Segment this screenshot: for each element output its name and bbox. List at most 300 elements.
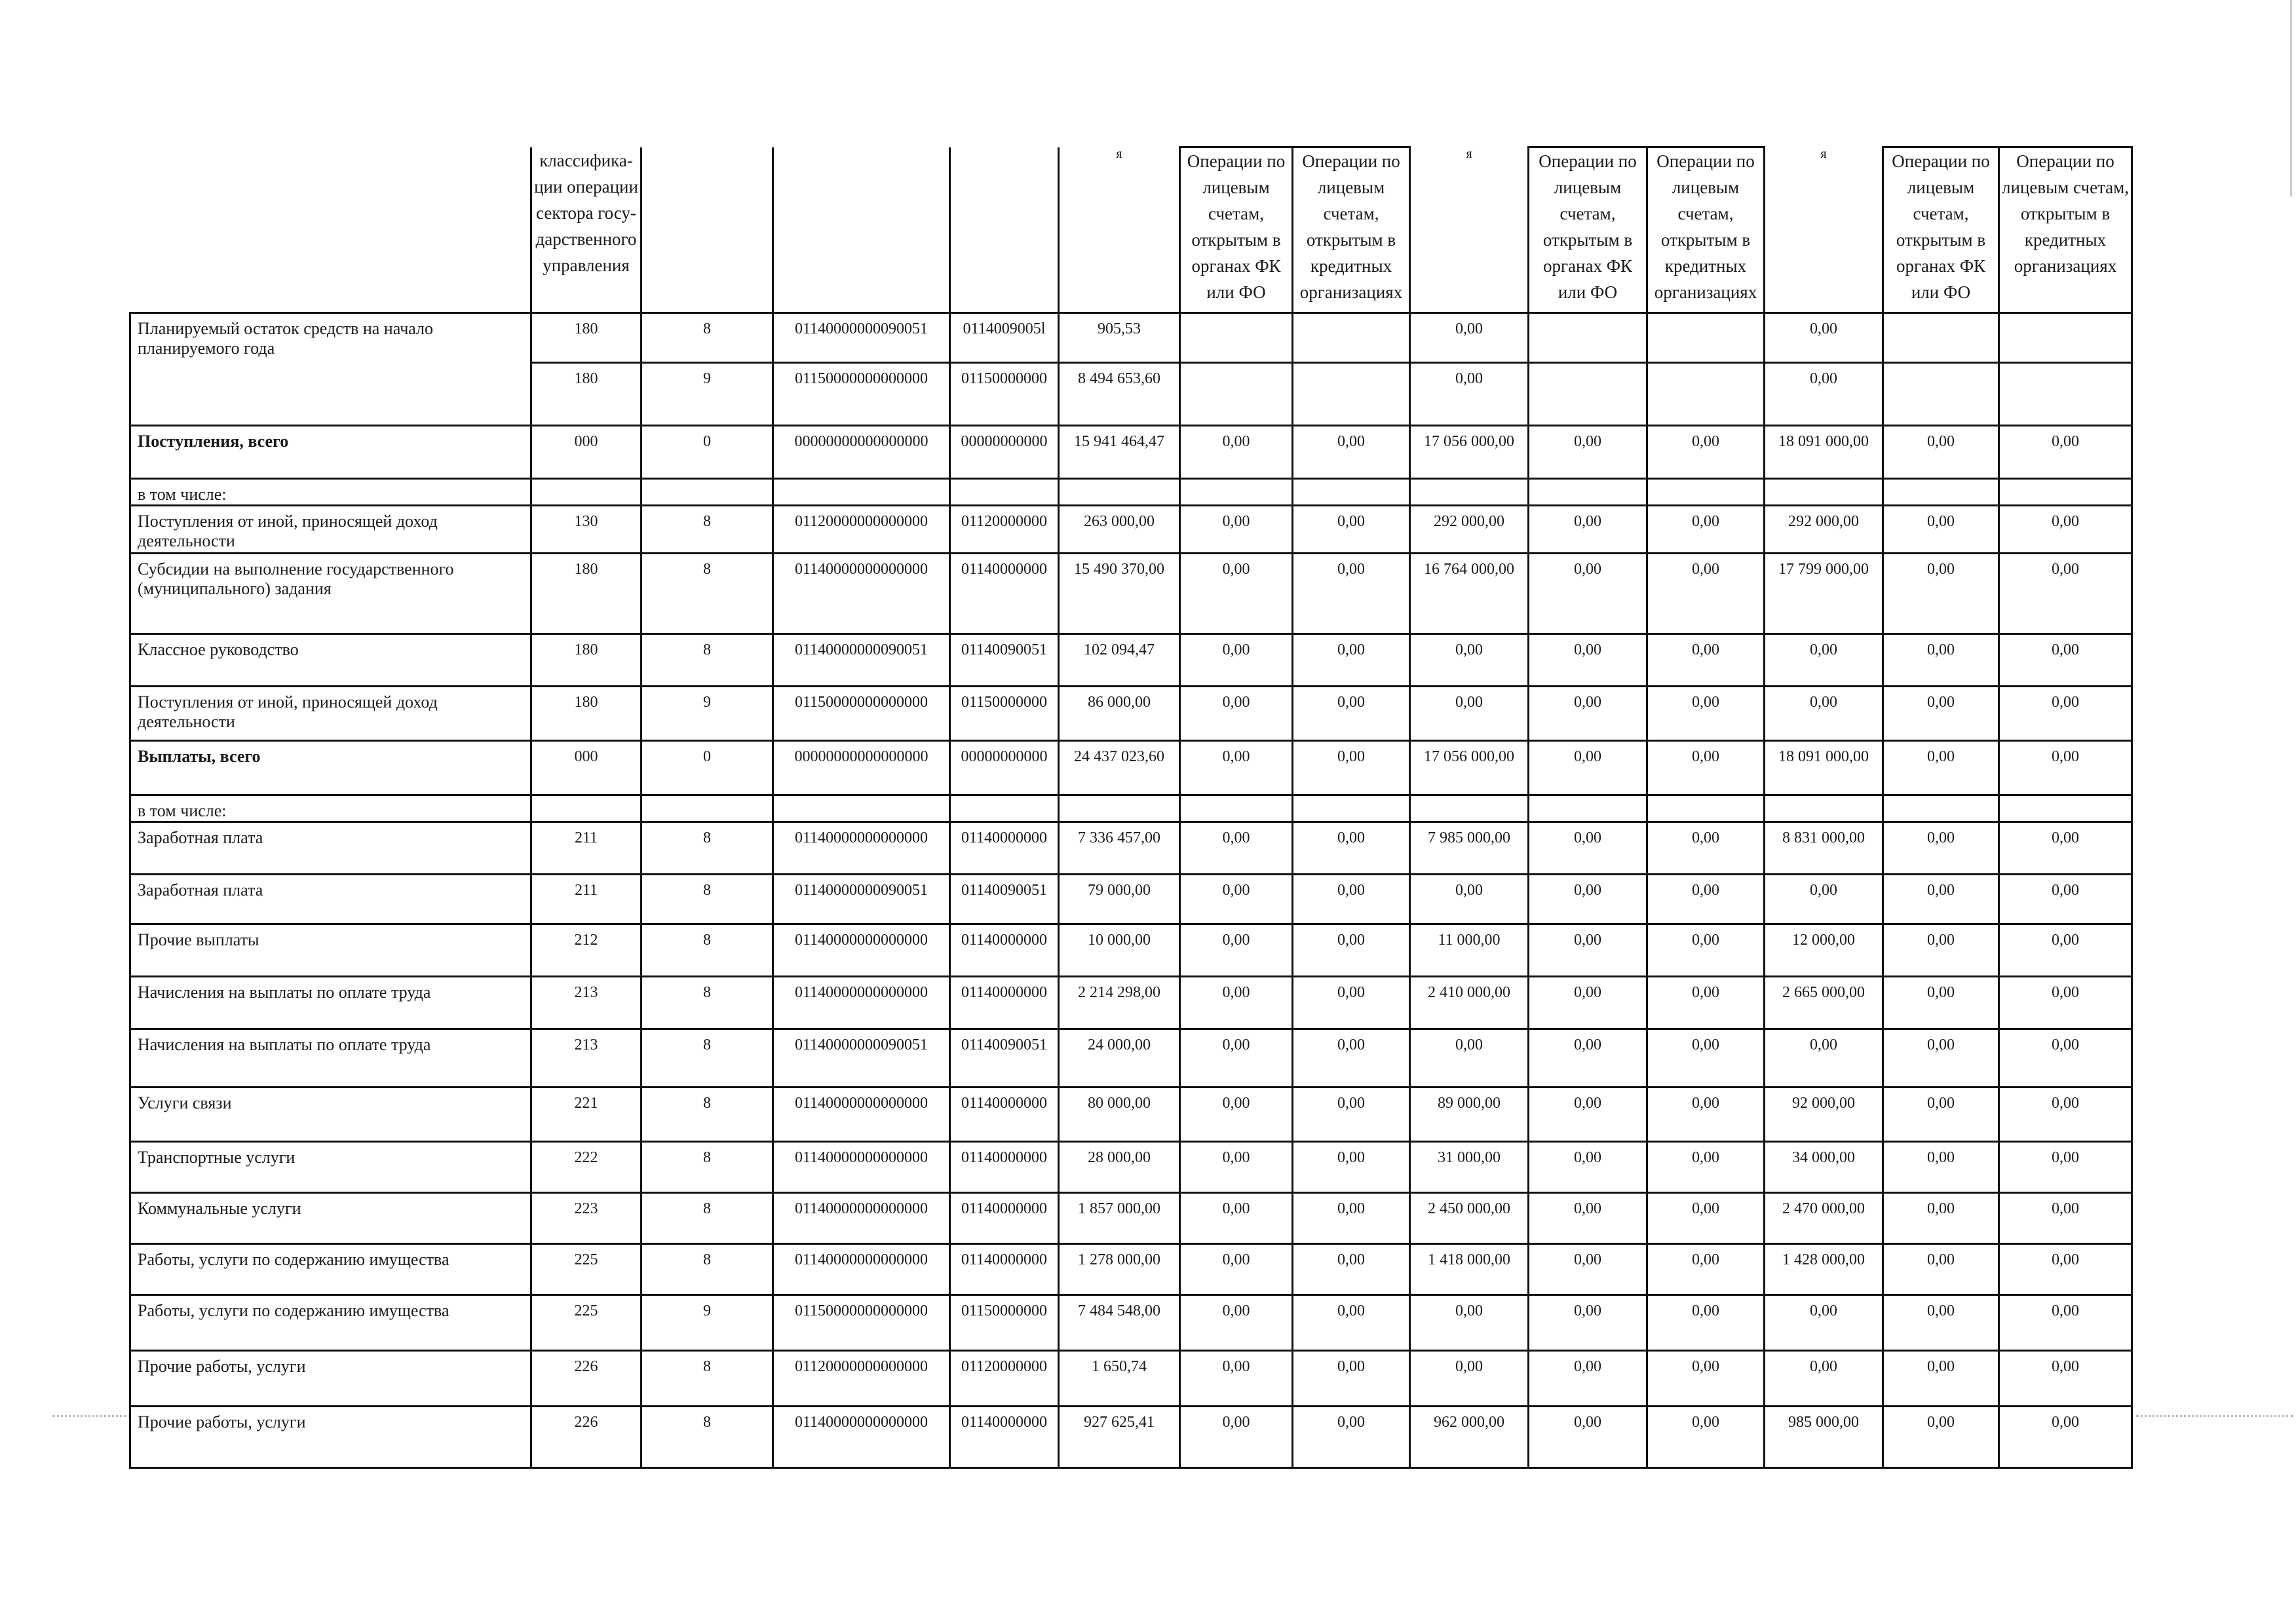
cell-value-3: 0,00 <box>1293 1029 1410 1088</box>
cell-value-9: 0,00 <box>1999 977 2132 1029</box>
cell-value-1: 7 336 457,00 <box>1059 822 1180 875</box>
table-row <box>130 795 2132 822</box>
cell-value-5: 0,00 <box>1529 1351 1647 1407</box>
cell-kosgu: 211 <box>531 875 641 924</box>
cell-value-5: 0,00 <box>1529 554 1647 634</box>
cell-kbk: 01150000000000000 <box>773 687 950 741</box>
cell-value-5: 0,00 <box>1529 687 1647 741</box>
cell-value-5: 0,00 <box>1529 1407 1647 1468</box>
cell-value-1 <box>1059 795 1180 822</box>
cell-sub: 01140090051 <box>950 875 1059 924</box>
cell-value-3: 0,00 <box>1293 426 1410 479</box>
row-label: Транспортные услуги <box>130 1142 531 1193</box>
cell-value-8 <box>1883 313 1999 363</box>
cell-value-1: 79 000,00 <box>1059 875 1180 924</box>
cell-value-4: 0,00 <box>1410 1029 1529 1088</box>
cell-kbk: 01140000000090051 <box>773 875 950 924</box>
cell-kbk: 01140000000000000 <box>773 1142 950 1193</box>
cell-value-5: 0,00 <box>1529 977 1647 1029</box>
cell-sub: 01120000000 <box>950 506 1059 554</box>
cell-kbk <box>773 479 950 506</box>
table-row <box>130 554 2132 634</box>
table-row <box>130 822 2132 875</box>
cell-value-1: 8 494 653,60 <box>1059 363 1180 426</box>
cell-sub: 01140000000 <box>950 822 1059 875</box>
cell-value-2: 0,00 <box>1180 506 1293 554</box>
cell-value-9: 0,00 <box>1999 1029 2132 1088</box>
cell-value-8: 0,00 <box>1883 554 1999 634</box>
cell-kosgu: 213 <box>531 977 641 1029</box>
cell-kbk: 01140000000000000 <box>773 1407 950 1468</box>
cell-value-8: 0,00 <box>1883 1088 1999 1142</box>
row-label: в том числе: <box>130 795 531 822</box>
cell-code: 9 <box>641 363 773 426</box>
table-row <box>130 506 2132 554</box>
cell-value-5: 0,00 <box>1529 426 1647 479</box>
cell-kbk: 01140000000000000 <box>773 1193 950 1244</box>
cell-value-9: 0,00 <box>1999 687 2132 741</box>
cell-value-7: 17 799 000,00 <box>1765 554 1883 634</box>
cell-sub <box>950 795 1059 822</box>
cell-sub: 01140000000 <box>950 1244 1059 1295</box>
cell-value-4: 0,00 <box>1410 313 1529 363</box>
cell-value-8: 0,00 <box>1883 875 1999 924</box>
cell-value-6: 0,00 <box>1647 924 1765 977</box>
cell-kosgu: 212 <box>531 924 641 977</box>
table-row <box>130 1193 2132 1244</box>
cell-value-1: 86 000,00 <box>1059 687 1180 741</box>
cell-value-7 <box>1765 795 1883 822</box>
cell-value-8: 0,00 <box>1883 634 1999 687</box>
row-label: Заработная плата <box>130 875 531 924</box>
cell-value-4: 0,00 <box>1410 1351 1529 1407</box>
header-year2-credit: Операции по лицевым счетам, открытым в кредитных организациях <box>1647 147 1765 313</box>
cell-value-4: 0,00 <box>1410 363 1529 426</box>
cell-value-4: 962 000,00 <box>1410 1407 1529 1468</box>
row-label: Поступления от иной, приносящей доход деятельности <box>130 687 531 741</box>
row-label: Работы, услуги по содержанию имущества <box>130 1295 531 1351</box>
cell-value-2: 0,00 <box>1180 1295 1293 1351</box>
cell-code: 8 <box>641 822 773 875</box>
cell-value-6: 0,00 <box>1647 1295 1765 1351</box>
cell-value-1: 10 000,00 <box>1059 924 1180 977</box>
cell-value-1 <box>1059 479 1180 506</box>
cell-value-7: 0,00 <box>1765 1351 1883 1407</box>
table-row <box>130 1088 2132 1142</box>
cell-kbk: 01140000000000000 <box>773 822 950 875</box>
cell-value-2: 0,00 <box>1180 1244 1293 1295</box>
row-label: Услуги связи <box>130 1088 531 1142</box>
cell-kbk: 01140000000000000 <box>773 554 950 634</box>
cell-value-7: 2 665 000,00 <box>1765 977 1883 1029</box>
cell-code: 8 <box>641 875 773 924</box>
cell-value-8: 0,00 <box>1883 1029 1999 1088</box>
cell-kosgu: 000 <box>531 741 641 795</box>
cell-kbk: 01140000000000000 <box>773 977 950 1029</box>
cell-kbk: 01120000000000000 <box>773 506 950 554</box>
cell-value-2: 0,00 <box>1180 875 1293 924</box>
cell-value-4: 2 450 000,00 <box>1410 1193 1529 1244</box>
cell-sub: 00000000000 <box>950 741 1059 795</box>
cell-value-2: 0,00 <box>1180 1351 1293 1407</box>
row-label: Поступления от иной, приносящей доход деятельности <box>130 506 531 554</box>
cell-value-3: 0,00 <box>1293 1193 1410 1244</box>
cell-kosgu: 180 <box>531 363 641 426</box>
header-year2-fk: Операции по лицевым счетам, открытым в органах ФК или ФО <box>1529 147 1647 313</box>
cell-value-4: 0,00 <box>1410 687 1529 741</box>
cell-value-9: 0,00 <box>1999 1088 2132 1142</box>
row-label: Заработная плата <box>130 822 531 875</box>
cell-kbk <box>773 795 950 822</box>
cell-kbk: 00000000000000000 <box>773 741 950 795</box>
cell-value-6: 0,00 <box>1647 1351 1765 1407</box>
cell-value-8: 0,00 <box>1883 1295 1999 1351</box>
cell-value-1: 2 214 298,00 <box>1059 977 1180 1029</box>
cell-value-8: 0,00 <box>1883 924 1999 977</box>
header-kbk <box>773 147 950 313</box>
cell-value-3: 0,00 <box>1293 1407 1410 1468</box>
cell-value-7: 2 470 000,00 <box>1765 1193 1883 1244</box>
cell-value-6: 0,00 <box>1647 822 1765 875</box>
cell-kbk: 01140000000090051 <box>773 313 950 363</box>
cell-value-9 <box>1999 363 2132 426</box>
cell-value-8 <box>1883 479 1999 506</box>
cell-kosgu: 000 <box>531 426 641 479</box>
cell-kbk: 00000000000000000 <box>773 426 950 479</box>
cell-kosgu: 211 <box>531 822 641 875</box>
cell-value-9: 0,00 <box>1999 1295 2132 1351</box>
cell-value-9: 0,00 <box>1999 1142 2132 1193</box>
cell-value-5 <box>1529 479 1647 506</box>
cell-value-4: 16 764 000,00 <box>1410 554 1529 634</box>
cell-code: 8 <box>641 1088 773 1142</box>
cell-value-8: 0,00 <box>1883 1244 1999 1295</box>
header-sub <box>950 147 1059 313</box>
row-label: Планируемый остаток средств на начало планируемого года <box>130 313 531 426</box>
cell-kosgu: 225 <box>531 1295 641 1351</box>
cell-value-9: 0,00 <box>1999 634 2132 687</box>
cell-value-3: 0,00 <box>1293 1351 1410 1407</box>
cell-value-9 <box>1999 795 2132 822</box>
cell-sub: 01140000000 <box>950 1088 1059 1142</box>
cell-kosgu: 180 <box>531 687 641 741</box>
scan-dots <box>2136 1415 2293 1420</box>
cell-value-2 <box>1180 363 1293 426</box>
cell-kbk: 01150000000000000 <box>773 363 950 426</box>
cell-sub: 01140000000 <box>950 554 1059 634</box>
cell-code: 8 <box>641 313 773 363</box>
cell-value-7: 985 000,00 <box>1765 1407 1883 1468</box>
cell-value-2 <box>1180 795 1293 822</box>
cell-value-8: 0,00 <box>1883 687 1999 741</box>
cell-value-1: 102 094,47 <box>1059 634 1180 687</box>
table-row <box>130 687 2132 741</box>
table-row <box>130 741 2132 795</box>
cell-value-8 <box>1883 363 1999 426</box>
cell-value-6: 0,00 <box>1647 1029 1765 1088</box>
cell-value-9: 0,00 <box>1999 741 2132 795</box>
row-label: в том числе: <box>130 479 531 506</box>
cell-value-3 <box>1293 479 1410 506</box>
cell-value-6: 0,00 <box>1647 1193 1765 1244</box>
cell-value-1: 7 484 548,00 <box>1059 1295 1180 1351</box>
cell-kosgu: 222 <box>531 1142 641 1193</box>
cell-value-6 <box>1647 795 1765 822</box>
cell-sub: 01150000000 <box>950 1295 1059 1351</box>
cell-kbk: 01140000000000000 <box>773 1088 950 1142</box>
cell-value-9 <box>1999 479 2132 506</box>
cell-value-7: 0,00 <box>1765 875 1883 924</box>
cell-value-9 <box>1999 313 2132 363</box>
header-year1-fk: Операции по лицевым счетам, открытым в органах ФК или ФО <box>1180 147 1293 313</box>
cell-code: 9 <box>641 687 773 741</box>
cell-value-8: 0,00 <box>1883 1351 1999 1407</box>
cell-sub: 01140000000 <box>950 1407 1059 1468</box>
cell-code: 8 <box>641 1029 773 1088</box>
cell-value-5: 0,00 <box>1529 875 1647 924</box>
cell-value-2: 0,00 <box>1180 924 1293 977</box>
cell-value-6 <box>1647 479 1765 506</box>
cell-value-8: 0,00 <box>1883 741 1999 795</box>
cell-value-3: 0,00 <box>1293 1142 1410 1193</box>
cell-value-6: 0,00 <box>1647 1142 1765 1193</box>
cell-value-3: 0,00 <box>1293 687 1410 741</box>
cell-kbk: 01140000000000000 <box>773 924 950 977</box>
cell-value-8: 0,00 <box>1883 1142 1999 1193</box>
cell-value-9: 0,00 <box>1999 506 2132 554</box>
cell-kosgu: 213 <box>531 1029 641 1088</box>
cell-code <box>641 479 773 506</box>
cell-sub: 0114009005l <box>950 313 1059 363</box>
row-label: Начисления на выплаты по оплате труда <box>130 977 531 1029</box>
table-row <box>130 1244 2132 1295</box>
cell-value-3: 0,00 <box>1293 822 1410 875</box>
cell-sub: 01140000000 <box>950 1193 1059 1244</box>
cell-value-2 <box>1180 313 1293 363</box>
header-year3-total: я <box>1765 147 1883 313</box>
cell-value-9: 0,00 <box>1999 1193 2132 1244</box>
scan-dots <box>52 1415 131 1420</box>
cell-value-7: 0,00 <box>1765 313 1883 363</box>
cell-sub: 01140090051 <box>950 634 1059 687</box>
table-row <box>130 479 2132 506</box>
cell-value-5: 0,00 <box>1529 1193 1647 1244</box>
cell-value-6: 0,00 <box>1647 977 1765 1029</box>
cell-value-5: 0,00 <box>1529 741 1647 795</box>
table-row <box>130 313 2132 363</box>
cell-value-6: 0,00 <box>1647 741 1765 795</box>
cell-value-8: 0,00 <box>1883 977 1999 1029</box>
cell-value-4: 11 000,00 <box>1410 924 1529 977</box>
cell-value-9: 0,00 <box>1999 822 2132 875</box>
cell-value-3 <box>1293 363 1410 426</box>
cell-value-2: 0,00 <box>1180 1142 1293 1193</box>
cell-sub: 01140000000 <box>950 977 1059 1029</box>
cell-code: 8 <box>641 1407 773 1468</box>
cell-value-9: 0,00 <box>1999 1407 2132 1468</box>
cell-value-7: 18 091 000,00 <box>1765 426 1883 479</box>
cell-value-2: 0,00 <box>1180 741 1293 795</box>
cell-sub: 01150000000 <box>950 363 1059 426</box>
cell-kbk: 01140000000000000 <box>773 1244 950 1295</box>
scan-edge <box>2290 0 2292 197</box>
cell-code <box>641 795 773 822</box>
header-year3-fk: Операции по лицевым счетам, открытым в органах ФК или ФО <box>1883 147 1999 313</box>
cell-sub: 00000000000 <box>950 426 1059 479</box>
table-row <box>130 1295 2132 1351</box>
header-row <box>130 147 2132 313</box>
cell-value-1: 24 437 023,60 <box>1059 741 1180 795</box>
cell-value-4: 292 000,00 <box>1410 506 1529 554</box>
cell-value-8: 0,00 <box>1883 506 1999 554</box>
cell-kosgu: 180 <box>531 313 641 363</box>
cell-value-9: 0,00 <box>1999 875 2132 924</box>
table-row <box>130 634 2132 687</box>
row-label: Прочие работы, услуги <box>130 1407 531 1468</box>
cell-value-1: 80 000,00 <box>1059 1088 1180 1142</box>
cell-code: 8 <box>641 554 773 634</box>
cell-value-3 <box>1293 795 1410 822</box>
cell-value-8: 0,00 <box>1883 1193 1999 1244</box>
cell-value-4: 7 985 000,00 <box>1410 822 1529 875</box>
cell-value-1: 1 650,74 <box>1059 1351 1180 1407</box>
header-year2-total: я <box>1410 147 1529 313</box>
cell-code: 8 <box>641 1193 773 1244</box>
cell-value-5: 0,00 <box>1529 1295 1647 1351</box>
cell-value-2: 0,00 <box>1180 426 1293 479</box>
cell-value-6: 0,00 <box>1647 506 1765 554</box>
cell-kbk: 01120000000000000 <box>773 1351 950 1407</box>
cell-value-1: 24 000,00 <box>1059 1029 1180 1088</box>
cell-code: 8 <box>641 506 773 554</box>
cell-kosgu <box>531 479 641 506</box>
cell-value-6 <box>1647 363 1765 426</box>
cell-value-5: 0,00 <box>1529 1029 1647 1088</box>
cell-value-1: 28 000,00 <box>1059 1142 1180 1193</box>
cell-value-5 <box>1529 363 1647 426</box>
cell-kosgu <box>531 795 641 822</box>
cell-value-7: 34 000,00 <box>1765 1142 1883 1193</box>
cell-value-5: 0,00 <box>1529 924 1647 977</box>
cell-value-6: 0,00 <box>1647 634 1765 687</box>
cell-value-7 <box>1765 479 1883 506</box>
cell-value-2: 0,00 <box>1180 687 1293 741</box>
row-label: Работы, услуги по содержанию имущества <box>130 1244 531 1295</box>
cell-value-3: 0,00 <box>1293 634 1410 687</box>
cell-value-5: 0,00 <box>1529 1088 1647 1142</box>
cell-value-6: 0,00 <box>1647 426 1765 479</box>
cell-value-7: 0,00 <box>1765 634 1883 687</box>
cell-kosgu: 180 <box>531 554 641 634</box>
cell-value-2: 0,00 <box>1180 1407 1293 1468</box>
cell-value-4: 17 056 000,00 <box>1410 741 1529 795</box>
cell-code: 8 <box>641 924 773 977</box>
table-row <box>130 1407 2132 1468</box>
cell-value-8: 0,00 <box>1883 1407 1999 1468</box>
cell-kosgu: 130 <box>531 506 641 554</box>
row-label: Выплаты, всего <box>130 741 531 795</box>
cell-code: 9 <box>641 1295 773 1351</box>
cell-value-6: 0,00 <box>1647 687 1765 741</box>
cell-kbk: 01140000000090051 <box>773 1029 950 1088</box>
cell-value-1: 1 857 000,00 <box>1059 1193 1180 1244</box>
table-row <box>130 875 2132 924</box>
cell-value-9: 0,00 <box>1999 924 2132 977</box>
cell-value-5: 0,00 <box>1529 506 1647 554</box>
cell-kosgu: 180 <box>531 634 641 687</box>
row-label: Коммунальные услуги <box>130 1193 531 1244</box>
table-row <box>130 1351 2132 1407</box>
cell-value-3 <box>1293 313 1410 363</box>
cell-value-2: 0,00 <box>1180 977 1293 1029</box>
cell-value-1: 1 278 000,00 <box>1059 1244 1180 1295</box>
cell-value-4: 89 000,00 <box>1410 1088 1529 1142</box>
cell-value-8 <box>1883 795 1999 822</box>
header-code <box>641 147 773 313</box>
cell-value-7: 0,00 <box>1765 363 1883 426</box>
header-label-cell <box>130 147 531 313</box>
cell-value-3: 0,00 <box>1293 924 1410 977</box>
cell-value-2: 0,00 <box>1180 1193 1293 1244</box>
cell-value-6: 0,00 <box>1647 875 1765 924</box>
cell-value-1: 263 000,00 <box>1059 506 1180 554</box>
row-label: Прочие выплаты <box>130 924 531 977</box>
cell-code: 8 <box>641 977 773 1029</box>
cell-value-3: 0,00 <box>1293 1244 1410 1295</box>
cell-value-5 <box>1529 795 1647 822</box>
table-row <box>130 977 2132 1029</box>
cell-value-7: 12 000,00 <box>1765 924 1883 977</box>
table-row <box>130 1142 2132 1193</box>
cell-sub <box>950 479 1059 506</box>
cell-value-7: 0,00 <box>1765 1029 1883 1088</box>
cell-value-3: 0,00 <box>1293 1088 1410 1142</box>
cell-sub: 01140000000 <box>950 1142 1059 1193</box>
cell-value-5: 0,00 <box>1529 1244 1647 1295</box>
cell-value-5: 0,00 <box>1529 1142 1647 1193</box>
cell-kosgu: 221 <box>531 1088 641 1142</box>
cell-value-3: 0,00 <box>1293 554 1410 634</box>
cell-value-9: 0,00 <box>1999 554 2132 634</box>
cell-code: 0 <box>641 741 773 795</box>
cell-value-7: 0,00 <box>1765 687 1883 741</box>
cell-code: 8 <box>641 1351 773 1407</box>
cell-value-6: 0,00 <box>1647 554 1765 634</box>
cell-value-2: 0,00 <box>1180 634 1293 687</box>
cell-value-5 <box>1529 313 1647 363</box>
cell-code: 8 <box>641 1142 773 1193</box>
cell-value-1: 927 625,41 <box>1059 1407 1180 1468</box>
cell-value-6: 0,00 <box>1647 1088 1765 1142</box>
cell-value-2: 0,00 <box>1180 1088 1293 1142</box>
cell-value-3: 0,00 <box>1293 506 1410 554</box>
row-label: Начисления на выплаты по оплате труда <box>130 1029 531 1088</box>
cell-value-4: 31 000,00 <box>1410 1142 1529 1193</box>
cell-value-4: 1 418 000,00 <box>1410 1244 1529 1295</box>
cell-value-9: 0,00 <box>1999 426 2132 479</box>
cell-code: 0 <box>641 426 773 479</box>
cell-value-4: 0,00 <box>1410 634 1529 687</box>
cell-value-9: 0,00 <box>1999 1351 2132 1407</box>
cell-kosgu: 226 <box>531 1407 641 1468</box>
cell-value-3: 0,00 <box>1293 875 1410 924</box>
header-year1-total: я <box>1059 147 1180 313</box>
cell-kosgu: 226 <box>531 1351 641 1407</box>
cell-value-3: 0,00 <box>1293 741 1410 795</box>
cell-code: 8 <box>641 1244 773 1295</box>
cell-value-2: 0,00 <box>1180 822 1293 875</box>
cell-kbk: 01150000000000000 <box>773 1295 950 1351</box>
